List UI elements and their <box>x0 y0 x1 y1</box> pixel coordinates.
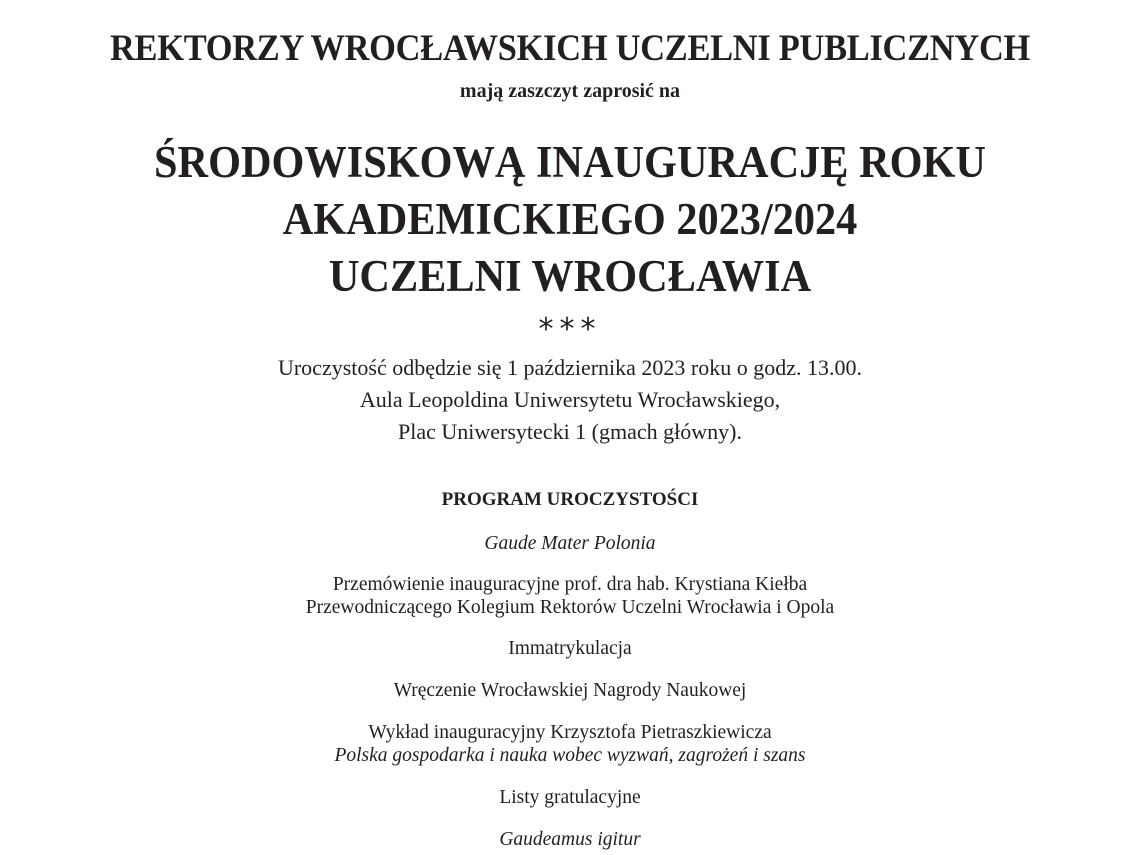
rectors-header: REKTORZY WROCŁAWSKICH UCZELNI PUBLICZNYCH <box>109 28 1031 69</box>
program-heading: PROGRAM UROCZYSTOŚCI <box>441 489 699 510</box>
event-title-line-3: UCZELNI WROCŁAWIA <box>328 251 812 301</box>
invite-line: mają zaszczyt zaprosić na <box>459 80 681 102</box>
program-item-speech-speaker: Przewodniczącego Kolegium Rektorów Uczelni Wrocławia i Opola <box>305 597 835 618</box>
program-item-lecture-title: Polska gospodarka i nauka wobec wyzwań, zagrożeń i szans <box>334 745 806 766</box>
program-item-award: Wręczenie Wrocławskiej Nagrody Naukowej <box>393 680 747 701</box>
program-item-anthem: Gaude Mater Polonia <box>484 533 656 554</box>
event-date-time: Uroczystość odbędzie się 1 października 2023 roku o godz. 13.00. <box>277 355 863 380</box>
event-address: Plac Uniwersytecki 1 (gmach główny). <box>398 419 742 444</box>
program-item-lecture: Wykład inauguracyjny Krzysztofa Pietraszkiewicza <box>368 722 772 743</box>
program-item-matriculation: Immatrykulacja <box>508 638 632 659</box>
event-title-line-1: ŚRODOWISKOWĄ INAUGURACJĘ ROKU <box>154 137 986 187</box>
event-venue: Aula Leopoldina Uniwersytetu Wrocławskiego, <box>359 387 781 412</box>
program-item-closing-song: Gaudeamus igitur <box>499 829 641 850</box>
program-item-congratulations: Listy gratulacyjne <box>499 787 641 808</box>
program-item-speech: Przemówienie inauguracyjne prof. dra hab. Krystiana Kiełba <box>332 574 808 595</box>
event-title-line-2: AKADEMICKIEGO 2023/2024 <box>282 194 858 244</box>
asterism-separator: *** <box>538 312 602 347</box>
